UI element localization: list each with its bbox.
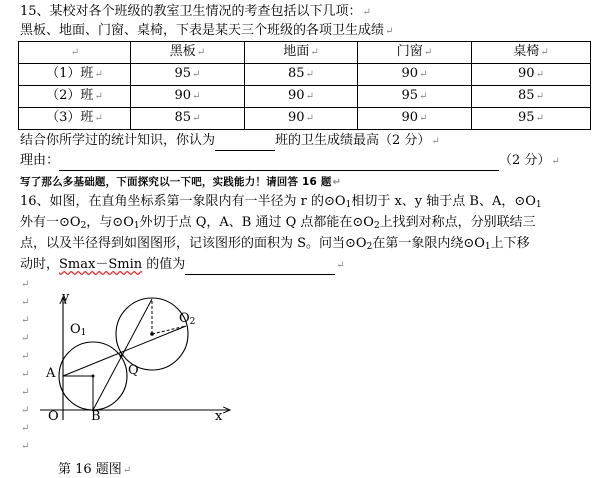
paragraph-mark: ↵ [21,423,30,434]
encouragement-note: 写了那么多基础题，下面探究以一下吧，实践能力！请回答 16 题↵ [20,176,342,188]
label-o2: $O_2$ [179,311,196,327]
q15-question: 结合你所学过的统计知识，你认为 班的卫生成绩最高（2 分）↵ [20,132,440,151]
table-cell: 90↵ [472,64,591,86]
table-cell: 90↵ [131,86,245,108]
q16-line4: 动时，Smax－Smin 的值为 ↵ [20,256,345,275]
paragraph-mark: ↵ [21,387,30,398]
q15-line1: 15、某校对各个班级的教室卫生情况的考查包括以下几项：↵ [20,4,371,19]
figure-caption: 第 16 题图↵ [58,462,132,477]
center-o2-dot [150,332,154,336]
table-cell: 地面↵ [245,42,358,64]
label-a: A [46,366,56,381]
paragraph-mark: ↵ [21,351,30,362]
table-cell: 90↵ [358,108,472,130]
paragraph-mark: ↵ [21,315,30,326]
q15-line2: 黑板、地面、门窗、桌椅，下表是某天三个班级的各项卫生成绩↵ [20,23,394,38]
table-cell: 85↵ [472,86,591,108]
q15-reason: 理由： （2 分）↵ [20,152,560,171]
table-cell: 90↵ [245,108,358,130]
q16-line2: 外有一$⊙O_2$，与$⊙O_1$外切于点 Q，A、B 通过 Q 点都能在$⊙O_2$上找到对称点，分别联结三 [20,215,536,231]
paragraph-mark: ↵ [21,297,30,308]
paragraph-mark: ↵ [21,441,30,452]
table-cell: ↵ [19,42,131,64]
q16-line3: 点，以及半径得到如图图形，记该图形的面积为 S。问当$⊙O_2$在第一象限内绕$⊙O_1$上下移 [20,236,530,252]
paragraph-mark: ↵ [21,369,30,380]
table-cell: 85↵ [245,64,358,86]
label-x: x [215,409,223,424]
table-cell: 90↵ [245,86,358,108]
paragraph-mark: ↵ [21,279,30,290]
table-cell: （1）班↵ [19,64,131,86]
label-q: Q [128,363,139,378]
paragraph-mark: ↵ [21,333,30,344]
label-o1: $O_1$ [70,322,87,338]
q16-line1: 16、如图，在直角坐标系第一象限内有一半径为 r 的$⊙O_1$相切于 x、y 轴于点 B、A，$⊙O_1$ [20,194,542,210]
label-y: y [62,290,70,305]
label-b: B [91,409,101,424]
point-q-dot [120,355,123,358]
table-cell: 85↵ [131,108,245,130]
paragraph-mark: ↵ [21,405,30,416]
table-cell: 95↵ [472,108,591,130]
center-o1-dot [92,375,95,378]
table-cell: 95↵ [358,86,472,108]
table-cell: （3）班↵ [19,108,131,130]
table-cell: 黑板↵ [131,42,245,64]
table-cell: 90↵ [358,64,472,86]
table-cell: 95↵ [131,64,245,86]
table-cell: 门窗↵ [358,42,472,64]
table-cell: 桌椅↵ [472,42,591,64]
label-o: O [48,409,59,424]
table-cell: （2）班↵ [19,86,131,108]
